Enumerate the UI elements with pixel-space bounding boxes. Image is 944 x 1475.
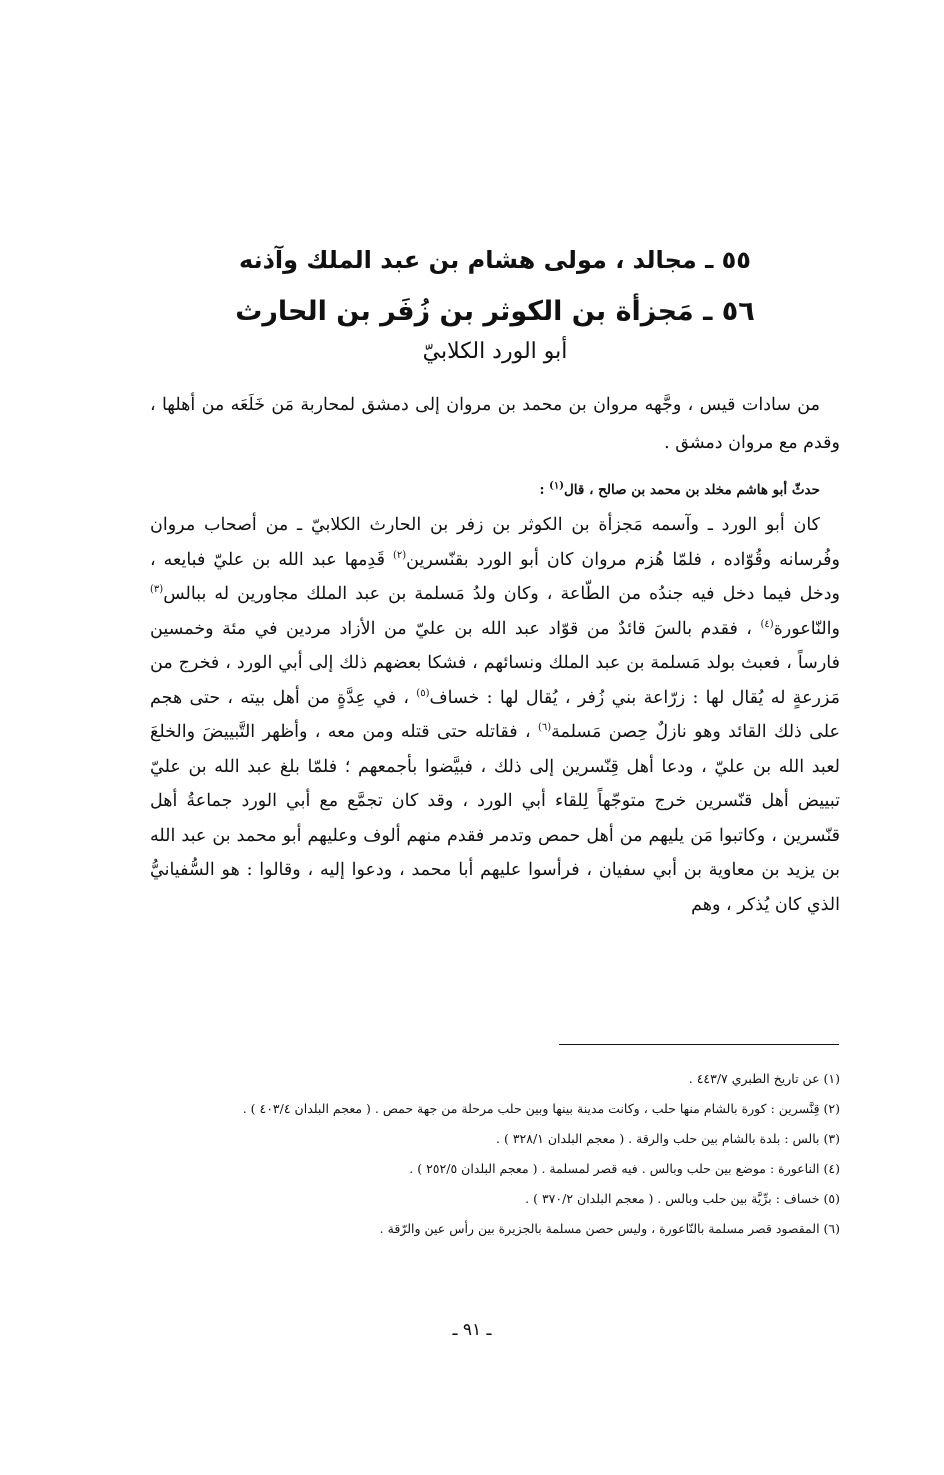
isnad-end: : — [539, 482, 550, 498]
footnote-ref-6: (٦) — [537, 722, 552, 734]
narrative-part-3: والنّاعورة — [773, 618, 840, 639]
isnad-line — [150, 476, 840, 504]
intro-paragraph: من سادات قيس ، وجَّهه مروان بن محمد بن مروان إلى دمشق لمحاربة مَن خَلَعَه من أهلها ، وقدم مع مروان دمشق . — [150, 395, 840, 453]
entry-56-heading: ٥٦ ـ مَجزأة بن الكوثر بن زُفَر بن الحارث — [235, 296, 755, 327]
isnad-text: حدثّ أبو هاشم مخلد بن محمد بن صالح ، قال — [564, 482, 820, 498]
page-content — [150, 228, 840, 922]
footnote-ref-1: (١) — [549, 480, 564, 492]
footnote-ref-4: (٤) — [760, 618, 774, 630]
footnote-ref-3: (٣) — [150, 584, 164, 596]
footnote: (٢) قِنَّسرين : كورة بالشام منها حلب ، وكانت مدينة بينها وبين حلب مرحلة من جهة حمص . ( معجم البلدان ٤٠٣/٤ ) . — [242, 1101, 840, 1116]
footnotes — [150, 1064, 840, 1244]
footnote-divider — [559, 1044, 839, 1045]
footnote: (٦) المقصود قصر مسلمة بالنّاعورة ، وليس حصن مسلمة بالجزيرة بين رأس عين والرّقة . — [379, 1221, 840, 1236]
entry-56-subheading: أبو الورد الكلابيّ — [422, 339, 568, 364]
narrative-part-4: ، فقدم بالسَ قائدٌ من قوّاد عبد الله بن عليّ من الأزاد مردين في مئة وخمسين فارساً ، فعبث بولد مَسلمة بن عبد الملك ونسائهم ، فشكا بعضهم ذلك إلى أبي الورد ، فخرج من مَزرعةٍ له يُقال لها : زرّاعة بني زُفر ، يُقال لها : خساف — [150, 618, 840, 708]
footnote: (٤) الناعورة : موضع بين حلب وبالس . فيه قصر لمسلمة . ( معجم البلدان ٢٥٢/٥ ) . — [409, 1161, 840, 1176]
footnote-ref-2: (٢) — [392, 549, 407, 561]
narrative-part-5: ، في عِدَّةٍ من أهل بيته ، حتى هجم على ذلك القائد وهو نازلٌ حِصن مَسلمة — [150, 687, 840, 742]
footnote: (٣) بالس : بلدة بالشام بين حلب والرقة . ( معجم البلدان ٣٢٨/١ ) . — [496, 1131, 840, 1146]
narrative-part-1: كان أبو الورد ـ وآسمه مَجزأة بن الكوثر بن زفر بن الحارث الكلابيّ ـ من أصحاب مروان وفُرسانه وقُوّاده ، فلمّا هُزم مروان كان أبو الورد بقنّسرين — [150, 515, 840, 570]
page-number: ـ ٩١ ـ — [452, 1320, 492, 1340]
footnote: (٥) خساف : برِّيَّة بين حلب وبالس . ( معجم البلدان ٣٧٠/٢ ) . — [525, 1191, 840, 1206]
entry-55-heading: ٥٥ ـ مجالد ، مولى هشام بن عبد الملك وآذنه — [239, 246, 751, 274]
footnote-ref-5: (٥) — [416, 687, 430, 699]
narrative-part-2: قَدِمها عبد الله بن عليّ فبايعه ، ودخل فيما دخل فيه جندُه من الطّاعة ، وكان ولدُ مَسلمة بن عبد الملك مجاورين له ببالس — [150, 549, 840, 604]
main-narrative — [150, 508, 840, 922]
footnote: (١) عن تاريخ الطبري ٤٤٣/٧ . — [688, 1071, 840, 1086]
narrative-part-6: ، فقاتله حتى قتله ومن معه ، وأظهر التَّبييضَ والخلعَ لعبد الله بن عليّ ، ودعا أهل قِنّسرين إلى ذلك ، فبيَّضوا بأجمعهم ؛ فلمّا بلغ عبد الله بن عليّ تبييض أهل قنّسرين خرج متوجّهاً لِلقاء أبي الورد ، وقد كان تجمَّع مع أبي الورد جماعةُ أهل قنّسرين ، وكاتبوا مَن يليهم من أهل حمص وتدمر فقدم منهم ألوف وعليهم أبو محمد بن عبد الله بن يزيد بن معاوية بن أبي سفيان ، فرأسوا عليهم أبا محمد ، ودعوا إليه ، وقالوا : هو السُّفيانيُّ الذي كان يُذكر ، وهم — [150, 722, 840, 915]
